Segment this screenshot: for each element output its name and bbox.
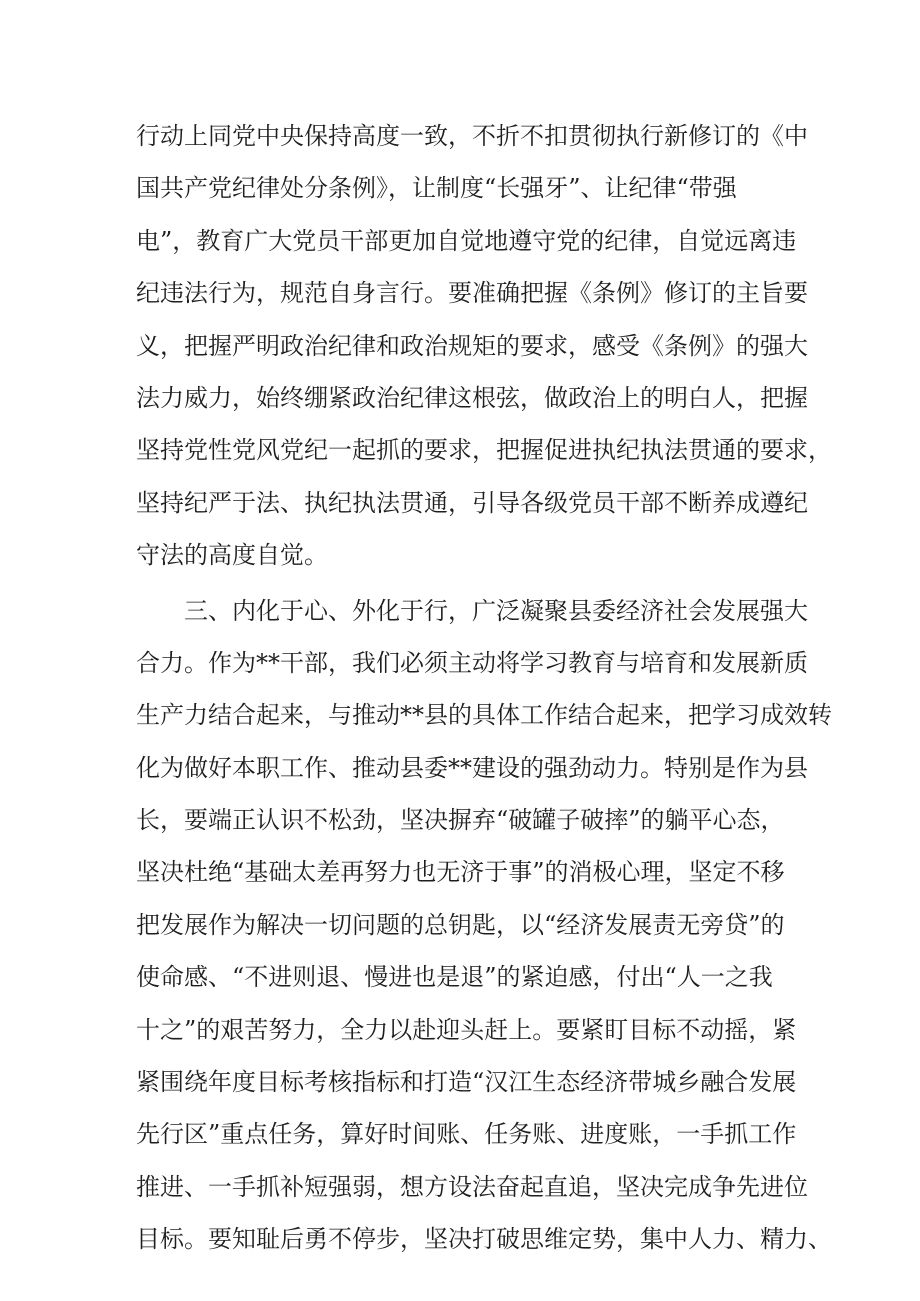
text-line: 国共产党纪律处分条例》，让制度“长强牙”、让纪律“带强	[136, 174, 737, 203]
text-line: 目标。要知耻后勇不停步，坚决打破思维定势，集中人力、精力、	[136, 1225, 832, 1254]
text-line: 生产力结合起来，与推动**县的具体工作结合起来，把学习成效转	[136, 701, 832, 730]
text-line: 推进、一手抓补短强弱，想方设法奋起直追，坚决完成争先进位	[136, 1172, 808, 1201]
text-line: 纪违法行为，规范自身言行。要准确把握《条例》修订的主旨要	[136, 279, 808, 308]
text-line: 坚持纪严于法、执纪执法贯通，引导各级党员干部不断养成遵纪	[136, 488, 808, 517]
text-line: 行动上同党中央保持高度一致，不折不扣贯彻执行新修订的《中	[136, 122, 808, 150]
text-line: 守法的高度自觉。	[136, 541, 328, 570]
text-line: 十之”的艰苦努力，全力以赴迎头赶上。要紧盯目标不动摇，紧	[136, 1015, 797, 1044]
text-line: 先行区”重点任务，算好时间账、任务账、进度账，一手抓工作	[136, 1120, 797, 1149]
section-heading-line: 三、内化于心、外化于行，广泛凝聚县委经济社会发展强大	[136, 596, 808, 625]
text-line: 坚持党性党风党纪一起抓的要求，把握促进执纪执法贯通的要求，	[136, 436, 832, 465]
text-line: 把发展作为解决一切问题的总钥匙，以“经济发展责无旁贷”的	[136, 910, 785, 939]
text-line: 紧围绕年度目标考核指标和打造“汉江生态经济带城乡融合发展	[136, 1068, 797, 1097]
text-line: 使命感、“不进则退、慢进也是退”的紧迫感，付出“人一之我	[136, 963, 773, 992]
text-line: 长，要端正认识不松劲，坚决摒弃“破罐子破摔”的躺平心态，	[136, 806, 785, 835]
text-line: 化为做好本职工作、推动县委**建设的强劲动力。特别是作为县	[136, 753, 808, 782]
text-line: 法力威力，始终绷紧政治纪律这根弦，做政治上的明白人，把握	[136, 383, 808, 412]
text-line: 合力。作为**干部，我们必须主动将学习教育与培育和发展新质	[136, 648, 808, 677]
body-text	[136, 110, 832, 1266]
text-line: 义，把握严明政治纪律和政治规矩的要求，感受《条例》的强大	[136, 331, 808, 360]
text-line: 电”，教育广大党员干部更加自觉地遵守党的纪律，自觉远离违	[136, 226, 797, 255]
text-line: 坚决杜绝“基础太差再努力也无济于事”的消极心理，坚定不移	[136, 858, 785, 887]
